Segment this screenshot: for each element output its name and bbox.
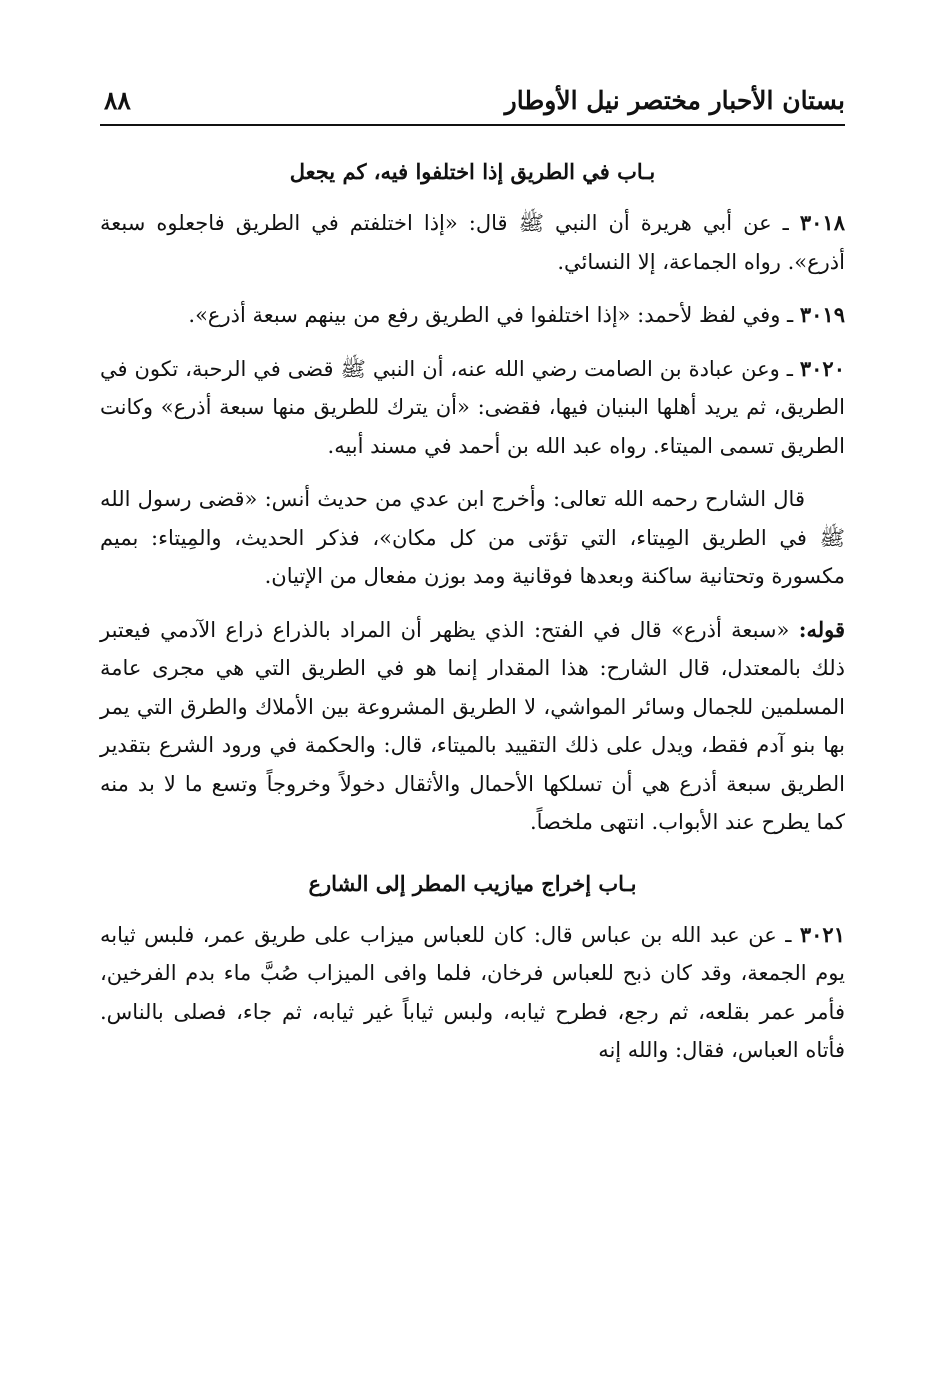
hadith-text: ـ عن أبي هريرة أن النبي ﷺ قال: «إذا اختلفتم في الطريق فاجعلوه سبعة أذرع». رواه الجماعة، إلا النسائي. [100, 211, 845, 274]
qawluhu-lead: قوله: [798, 616, 845, 642]
hadith-3021 [100, 916, 845, 1070]
book-title: بستان الأحبار مختصر نيل الأوطار [504, 86, 845, 115]
hadith-text: ـ عن عبد الله بن عباس قال: كان للعباس ميزاب على طريق عمر، فلبس ثيابه يوم الجمعة، وقد كان ذبح للعباس فرخان، فلما وافى الميزاب صُبَّ ماء بدم الفرخين، فأمر عمر بقلعه، ثم رجع، فطرح ثيابه، ولبس ثياباً غير ثيابه، ثم جاء، فصلى بالناس. فأتاه العباس، فقال: والله إنه [100, 922, 845, 1062]
hadith-number: ٣٠١٨ [799, 210, 845, 235]
hadith-number: ٣٠١٩ [799, 302, 845, 327]
hadith-3019 [100, 296, 845, 335]
page-body [100, 152, 845, 1085]
chapter-title: بـاب في الطريق إذا اختلفوا فيه، كم يجعل [289, 159, 656, 184]
page-number: ٨٨ [104, 86, 131, 115]
hadith-text: ـ وفي لفظ لأحمد: «إذا اختلفوا في الطريق رفع من بينهم سبعة أذرع». [188, 303, 800, 327]
hadith-3020 [100, 350, 845, 466]
hadith-3018 [100, 204, 845, 281]
header-divider [100, 124, 845, 126]
chapter-title: بـاب إخراج ميازيب المطر إلى الشارع [308, 870, 637, 896]
hadith-number: ٣٠٢١ [799, 921, 845, 947]
qawluhu-text: «سبعة أذرع» قال في الفتح: الذي يظهر أن المراد بالذراع ذراع الآدمي فيعتبر ذلك بالمعتدل، قال الشارح: هذا المقدار إنما هو في الطريق التي هي مجرى عامة المسلمين للجمال وسائر المواشي، لا الطريق المشروعة بين الأملاك والطرق التي يمر بها بنو آدم فقط، ويدل على ذلك التقييد بالميتاء، قال: والحكمة في ورود الشرع بتقدير الطريق سبعة أذرع هي أن تسلكها الأحمال والأثقال دخولاً وخروجاً وتسع ما لا بد منه كما يطرح عند الأبواب. انتهى ملخصاً. [100, 617, 846, 834]
hadith-number: ٣٠٢٠ [799, 355, 845, 381]
commentary-qawluhu [100, 611, 845, 842]
hadith-text: ـ وعن عبادة بن الصامت رضي الله عنه، أن النبي ﷺ قضى في الرحبة، تكون في الطريق، ثم يريد أهلها البنيان فيها، فقضى: «أن يترك للطريق منها سبعة أذرع» وكانت الطريق تسمى الميتاء. رواه عبد الله بن أحمد في مسند أبيه. [100, 356, 845, 458]
commentary-sharih: قال الشارح رحمه الله تعالى: وأخرج ابن عدي من حديث أنس: «قضى رسول الله ﷺ في الطريق المِيتاء، التي تؤتى من كل مكان»، فذكر الحديث، والمِيتاء: بميم مكسورة وتحتانية ساكنة وبعدها فوقانية ومد بوزن مفعال من الإتيان. [100, 487, 845, 588]
